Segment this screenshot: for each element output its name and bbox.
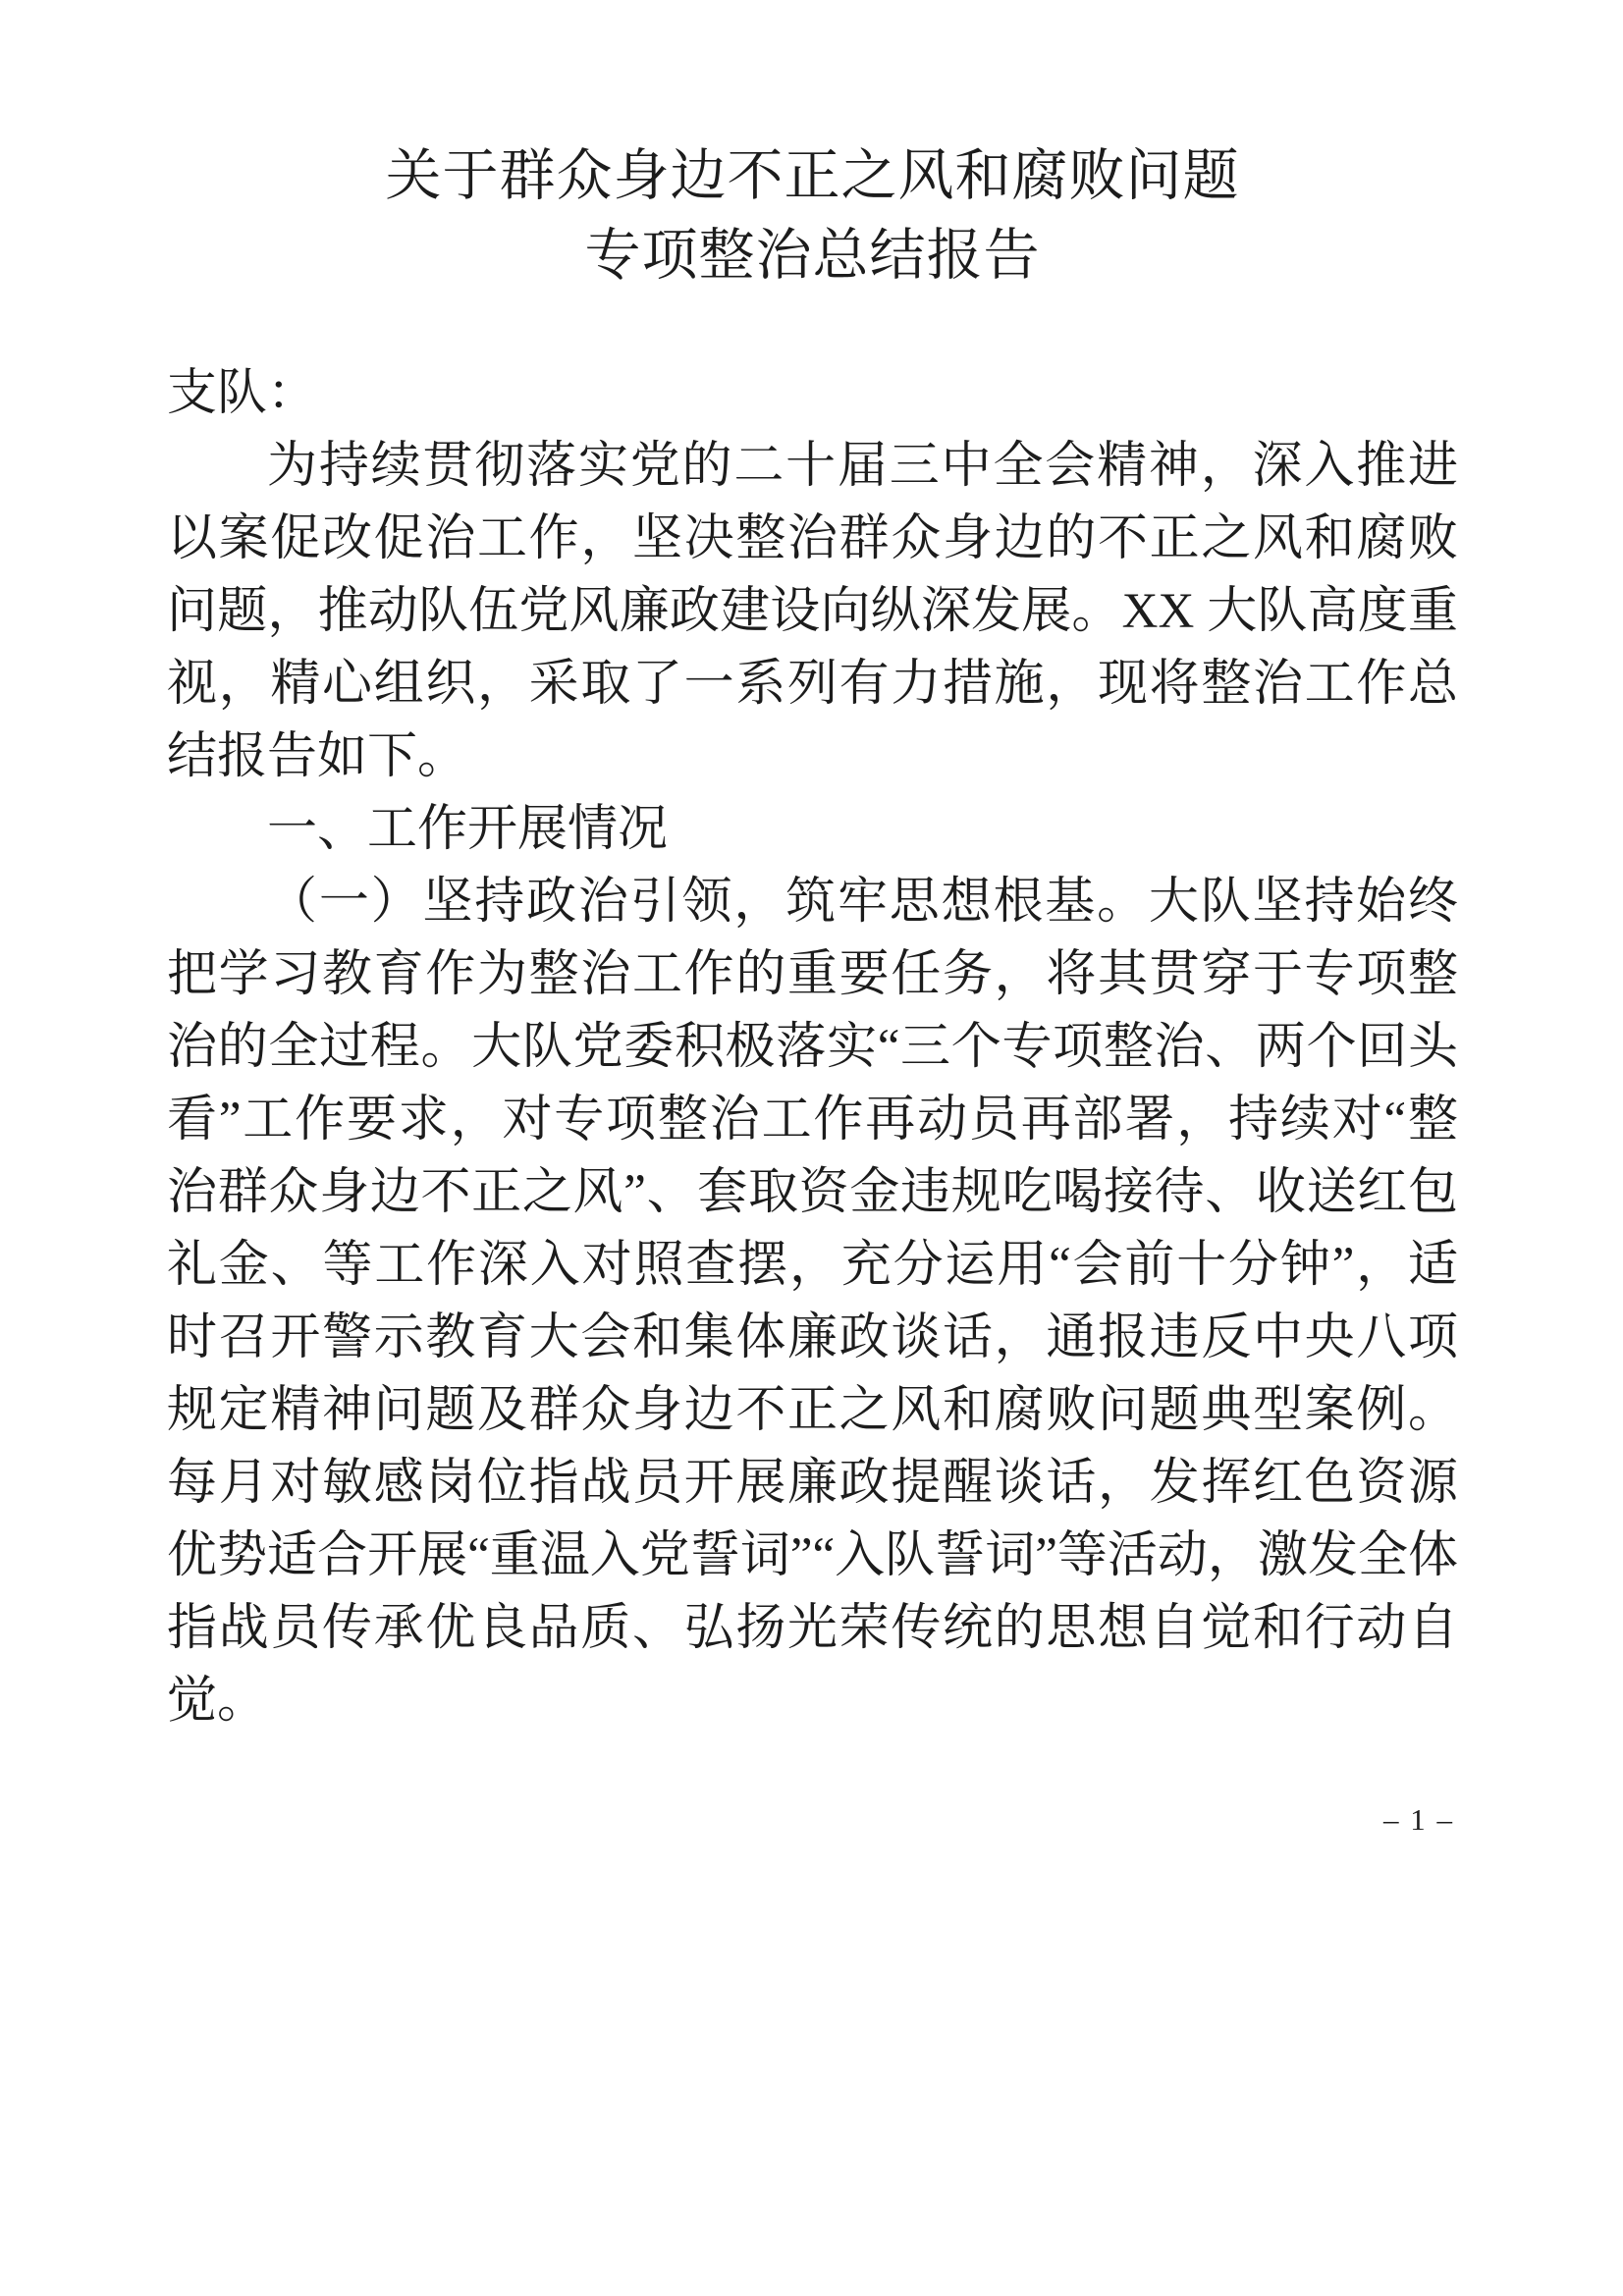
- title-line-2: 专项整治总结报告: [584, 224, 1041, 287]
- paragraph-section-1-1: （一）坚持政治引领，筑牢思想根基。大队坚持始终把学习教育作为整治工作的重要任务，将其贯穿于专项整治的全过程。大队党委积极落实“三个专项整治、两个回头看”工作要求，对专项整治工作再动员再部署，持续对“整治群众身边不正之风”、套取资金违规吃喝接待、收送红包礼金、等工作深入对照查摆，充分运用“会前十分钟”，适时召开警示教育大会和集体廉政谈话，通报违反中央八项规定精神问题及群众身边不正之风和腐败问题典型案例。每月对敏感岗位指战员开展廉政提醒谈话，发挥红色资源优势适合开展“重温入党誓词”“入队誓词”等活动，激发全体指战员传承优良品质、弘扬光荣传统的思想自觉和行动自觉。: [167, 874, 1458, 1729]
- document-content: [167, 137, 1458, 1838]
- document-body: [167, 357, 1458, 1737]
- section-heading-1: 一、工作开展情况: [267, 801, 669, 857]
- document-title: [167, 137, 1458, 296]
- page-footer: [167, 1802, 1458, 1838]
- paragraph-introduction: 为持续贯彻落实党的二十届三中全会精神，深入推进以案促改促治工作，坚决整治群众身边的不正之风和腐败问题，推动队伍党风廉政建设向纵深发展。XX 大队高度重视，精心组织，采取了一系列有力措施，现将整治工作总结报告如下。: [167, 438, 1458, 784]
- title-line-1: 关于群众身边不正之风和腐败问题: [385, 145, 1240, 207]
- salutation: 支队：: [167, 365, 318, 421]
- page-number: – 1 –: [1383, 1801, 1454, 1837]
